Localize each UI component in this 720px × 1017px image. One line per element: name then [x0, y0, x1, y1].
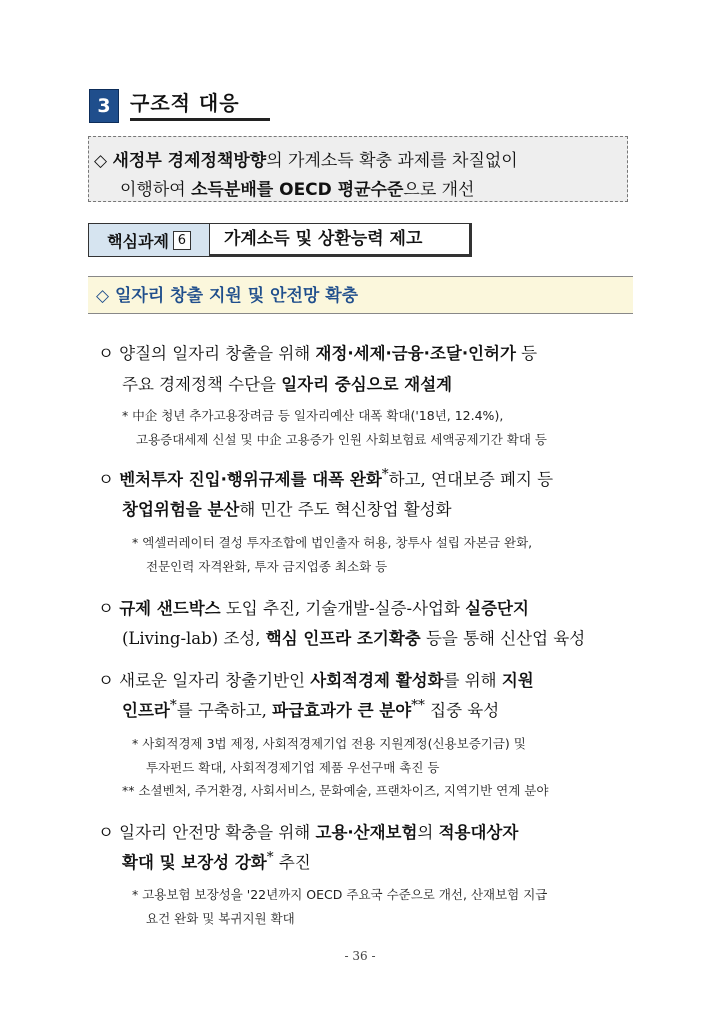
summary-line-1: ◇ 새정부 경제정책방향의 가계소득 확충 과제를 차질없이: [94, 151, 518, 171]
bullet-2-note-2: 전문인력 자격완화, 투자 금지업종 최소화 등: [146, 559, 388, 574]
core-task-title: 가계소득 및 상환능력 제고: [210, 223, 472, 257]
bullet-4-note-1: * 사회적경제 3법 제정, 사회적경제기업 전용 지원계정(신용보증기금) 및: [132, 736, 526, 751]
core-task-number: 6: [173, 231, 191, 250]
bullet-3-line-1: ㅇ 규제 샌드박스 도입 추진, 기술개발-실증-사업화 실증단지: [98, 599, 529, 618]
bullet-4-line-1: ㅇ 새로운 일자리 창출기반인 사회적경제 활성화를 위해 지원: [98, 671, 534, 690]
bullet-4-line-2: 인프라*를 구축하고, 파급효과가 큰 분야** 집중 육성: [122, 697, 500, 720]
subheading: ◇ 일자리 창출 지원 및 안전망 확충: [88, 276, 633, 314]
bullet-5-line-2: 확대 및 보장성 강화* 추진: [122, 849, 311, 872]
core-task-label: 핵심과제 6: [88, 223, 210, 257]
bullet-5-note-1: * 고용보험 보장성을 '22년까지 OECD 주요국 수준으로 개선, 산재보험 지급: [132, 887, 548, 902]
section-number: 3: [89, 89, 119, 123]
bullet-5-note-2: 요건 완화 및 복귀지원 확대: [146, 911, 295, 926]
bullet-1-note-1: * 中企 청년 추가고용장려금 등 일자리예산 대폭 확대('18년, 12.4%),: [122, 408, 504, 423]
bullet-1-note-2: 고용증대세제 신설 및 中企 고용증가 인원 사회보험료 세액공제기간 확대 등: [136, 432, 547, 447]
page-number: - 36 -: [344, 949, 376, 963]
bullet-5-line-1: ㅇ 일자리 안전망 확충을 위해 고용·산재보험의 적용대상자: [98, 823, 519, 842]
bullet-4-note-3: ** 소셜벤처, 주거환경, 사회서비스, 문화예술, 프랜차이즈, 지역기반 연계 분야: [122, 783, 549, 798]
bullet-4-note-2: 투자펀드 확대, 사회적경제기업 제품 우선구매 촉진 등: [146, 760, 440, 775]
bullet-2-line-1: ㅇ 벤처투자 진입·행위규제를 대폭 완화*하고, 연대보증 폐지 등: [98, 466, 554, 489]
bullet-3-line-2: (Living-lab) 조성, 핵심 인프라 조기확충 등을 통해 신산업 육성: [122, 629, 586, 648]
bullet-1-line-2: 주요 경제정책 수단을 일자리 중심으로 재설계: [122, 375, 453, 394]
summary-line-2: 이행하여 소득분배를 OECD 평균수준으로 개선: [120, 180, 475, 200]
bullet-2-note-1: * 엑셀러레이터 결성 투자조합에 법인출자 허용, 창투사 설립 자본금 완화,: [132, 535, 533, 550]
bullet-1-line-1: ㅇ 양질의 일자리 창출을 위해 재정·세제·금융·조달·인허가 등: [98, 344, 538, 363]
section-title: 구조적 대응: [130, 88, 270, 121]
bullet-2-line-2: 창업위험을 분산해 민간 주도 혁신창업 활성화: [122, 500, 452, 519]
